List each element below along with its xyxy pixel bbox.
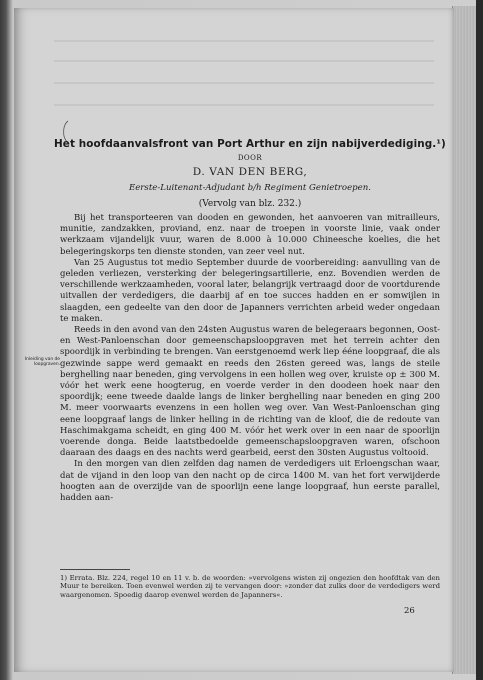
bleed-through-line [54, 60, 434, 62]
page-number: 26 [404, 606, 415, 616]
article-title: Het hoofdaanvalsfront van Port Arthur en zijn nabijverdediging.¹) [54, 138, 446, 150]
byline-prefix: DOOR [237, 154, 263, 162]
footnote: 1) Errata. Blz. 224, regel 10 en 11 v. b. de woorden: »vervolgens wisten zij ongezien den hoofdtak van den Muur te bereiken. Toen evenwel werden zij te vervangen door: »zonder dat zulks door de verdedigers werd waargenomen. Spoedig daarop evenwel werden de Japanners«. [60, 574, 440, 599]
bleed-through-line [54, 82, 434, 84]
paragraph: In den morgen van dien zelfden dag namen de verdedigers uit Erloengschan waar, dat de vijand in den loop van den nacht op de circa 1400 M. van het fort verwijderde hoogten aan de overzijde van de spoorlijn eene lange loopgraaf, hun eerste parallel, hadden aan- [60, 459, 440, 504]
article-content [54, 138, 446, 504]
footnote-divider [60, 569, 130, 570]
paragraph: Van 25 Augustus tot medio September duurde de voorbereiding: aanvulling van de geleden verliezen, versterking der belegeringsartillerie, enz. Bovendien werden de verschillende werkzaamheden, vooral later, belangrijk vertraagd door de voortdurende uitvallen der verdedigers, die daarbij af en toe succes hadden en er somwijlen in slaagden, een gedeelte van den door de Japanners verrichten arbeid weder ongedaan te maken. [60, 257, 440, 324]
paragraph: Reeds in den avond van den 24sten Augustus waren de belegeraars begonnen, Oost- en West-Panloenschan door gemeenschapsloopgraven met het terrein achter den spoordijk in verbinding te brengen. Van eerstgenoemd werk liep ééne loopgraaf, die als gezwinde sappe werd gemaakt en reeds den 26sten gereed was, langs de steile berghelling naar beneden, ging vervolgens in een hollen weg over, kruiste op ± 300 M. vóór het werk eene hoogterug, en voerde verder in den doodeen hoek naar den spoordijk; eene tweede daalde langs de linker berghelling naar beneden en ging 200 M. meer voorwaarts evenzens in een hollen weg over. Van West-Panloenschan ging eene loopgraaf langs de linker helling in de richting van de kloof, die de redoute van Haschimakgama scheidt, en ging 400 M. vóór het werk over in een naar de spoorlijn voerende donga. Beide laatstbedoelde gemeenschapsloopgraven waren, ofschoon daaraan des daags en des nachts werd gearbeid, eerst den 30sten Augustus voltooid. [60, 325, 440, 459]
bleed-through-line [54, 40, 434, 42]
continuation-note: (Vervolg van blz. 232.) [198, 199, 302, 209]
margin-annotation: Inleiding van de loopgraven. [24, 357, 60, 367]
bleed-through-line [54, 104, 434, 106]
scanner-border [476, 0, 483, 680]
author-name: D. VAN DEN BERG, [192, 166, 308, 178]
article-body [60, 213, 440, 504]
paragraph: Bij het transporteeren van dooden en gewonden, het aanvoeren van mitrailleurs, munitie, zandzakken, proviand, enz. naar de troepen in voorste linie, vaak onder werkzaam vijandelijk vuur, waren de 8.000 à 10.000 Chineesche koelies, die het belegeringskorps ten dienste stonden, van zeer veel nut. [60, 213, 440, 257]
book-page-edges [452, 6, 477, 674]
author-rank: Eerste-Luitenant-Adjudant b/h Regiment Genietroepen. [128, 183, 372, 193]
